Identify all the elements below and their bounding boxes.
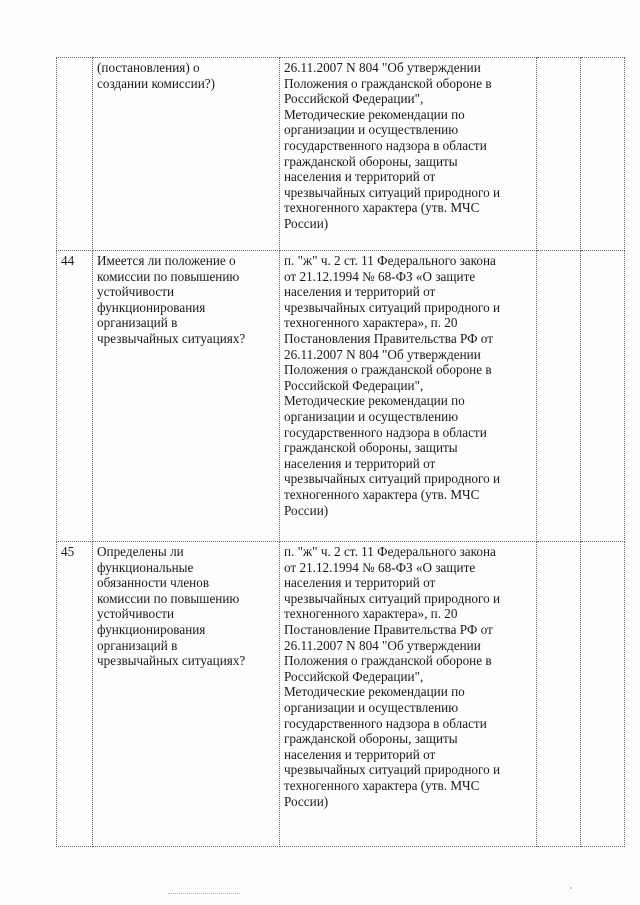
answer-no-cell bbox=[581, 542, 625, 847]
reference-cell: п. "ж" ч. 2 ст. 11 Федерального закона от 21.12.1994 № 68-ФЗ «О защите населения и территорий от чрезвычайных ситуаций природного и техногенного характера», п. 20 Постановление Правительства РФ от 26.11.2007 N 804 "Об утверждении Положения о гражданской обороне в Российской Федерации", Методические рекомендации по организации и осуществлению государственного надзора в области гражданской обороны, защиты населения и территорий от чрезвычайных ситуаций природного и техногенного характера (утв. МЧС России) bbox=[280, 542, 537, 847]
reference-cell: 26.11.2007 N 804 "Об утверждении Положения о гражданской обороне в Российской Федерации", Методические рекомендации по организации и осуществлению государственного надзора в области гражданской обороны, защиты населения и территорий от чрезвычайных ситуаций природного и техногенного характера (утв. МЧС России) bbox=[280, 58, 537, 251]
row-number bbox=[57, 58, 93, 251]
answer-no-cell bbox=[581, 251, 625, 542]
question-cell: Имеется ли положение о комиссии по повышению устойчивости функционирования организаций в чрезвычайных ситуациях? bbox=[93, 251, 280, 542]
question-cell: Определены ли функциональные обязанности членов комиссии по повышению устойчивости функционирования организаций в чрезвычайных ситуациях? bbox=[93, 542, 280, 847]
row-number: 45 bbox=[57, 542, 93, 847]
row-number: 44 bbox=[57, 251, 93, 542]
answer-yes-cell bbox=[537, 58, 581, 251]
checklist-table bbox=[56, 57, 625, 847]
answer-yes-cell bbox=[537, 251, 581, 542]
answer-yes-cell bbox=[537, 542, 581, 847]
table-row bbox=[57, 58, 625, 251]
reference-cell: п. "ж" ч. 2 ст. 11 Федерального закона от 21.12.1994 № 68-ФЗ «О защите населения и территорий от чрезвычайных ситуаций природного и техногенного характера», п. 20 Постановления Правительства РФ от 26.11.2007 N 804 "Об утверждении Положения о гражданской обороне в Российской Федерации", Методические рекомендации по организации и осуществлению государственного надзора в области гражданской обороны, защиты населения и территорий от чрезвычайных ситуаций природного и техногенного характера (утв. МЧС России) bbox=[280, 251, 537, 542]
question-cell: (постановления) о создании комиссии?) bbox=[93, 58, 280, 251]
answer-no-cell bbox=[581, 58, 625, 251]
table-row bbox=[57, 542, 625, 847]
scan-artifact-line bbox=[168, 893, 240, 895]
table-row bbox=[57, 251, 625, 542]
scan-artifact-dot bbox=[570, 887, 572, 889]
